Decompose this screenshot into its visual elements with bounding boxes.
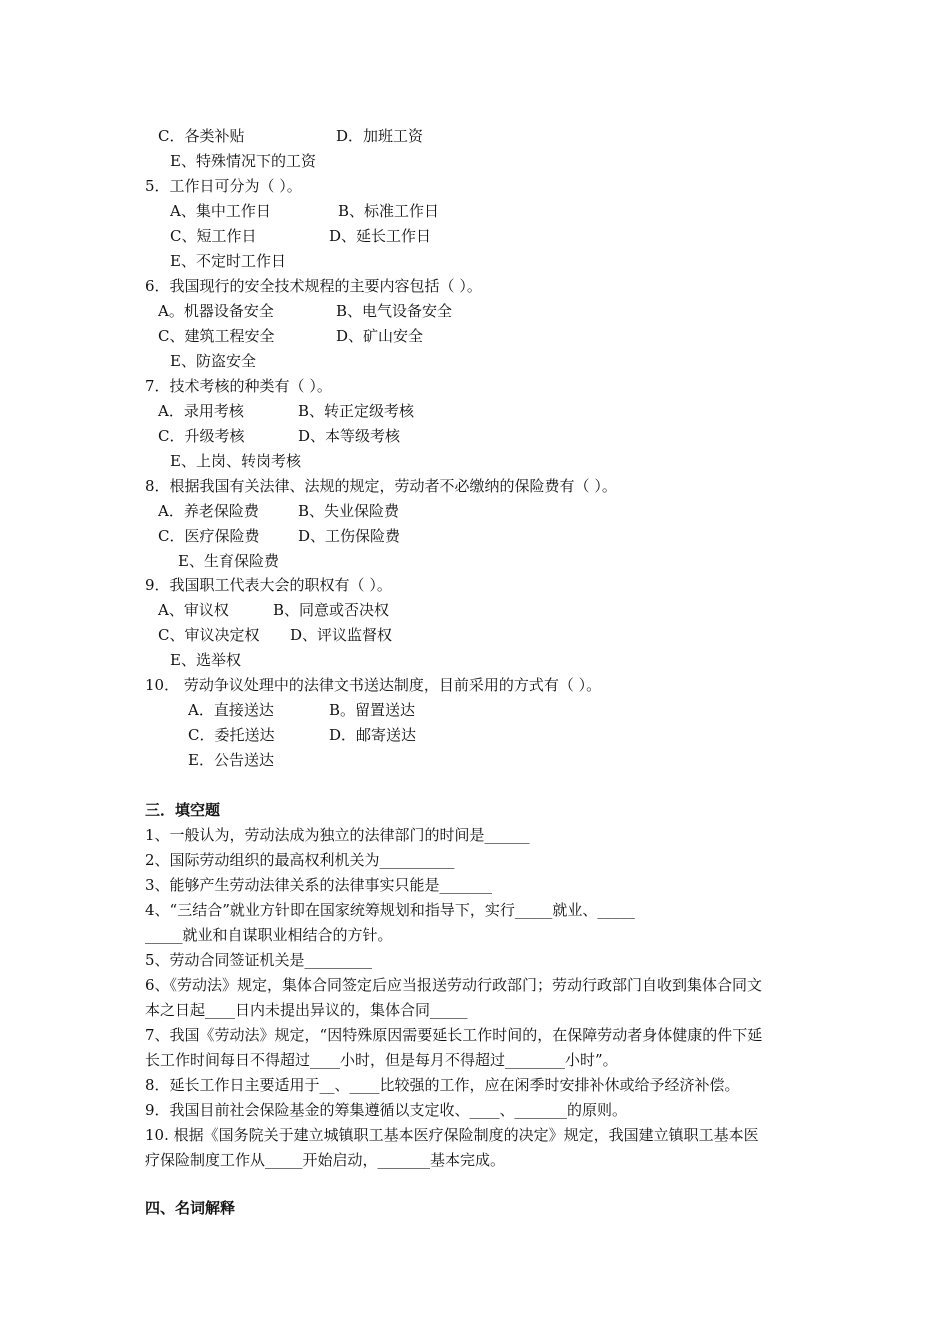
q8-stem: 8．根据我国有关法律、法规的规定，劳动者不必缴纳的保险费有（ ）。	[145, 477, 617, 495]
q7-stem: 7．技术考核的种类有（ ）。	[145, 377, 332, 395]
fill-in-item-9: 9．我国目前社会保险基金的筹集遵循以支定收、____、_______的原则。	[145, 1101, 628, 1119]
fill-in-item-10-cont: 疗保险制度工作从_____开始启动，_______基本完成。	[145, 1151, 506, 1169]
fill-in-item-5: 5、劳动合同签证机关是_________	[145, 951, 373, 969]
q10-option-a: A．直接送达	[188, 701, 274, 719]
fill-in-item-1: 1、一般认为，劳动法成为独立的法律部门的时间是______	[145, 826, 530, 844]
q7-option-e: E、上岗、转岗考核	[170, 452, 301, 470]
q6-option-e: E、防盗安全	[170, 352, 256, 370]
q10-option-c: C．委托送达	[188, 726, 275, 744]
fill-in-item-10: 10. 根据《国务院关于建立城镇职工基本医疗保险制度的决定》规定，我国建立镇职工基本医	[145, 1126, 759, 1144]
q8-option-d: D、工伤保险费	[298, 527, 401, 545]
q8-option-e: E、生育保险费	[178, 552, 279, 570]
q7-option-a: A．录用考核	[158, 402, 244, 420]
fill-in-item-4: 4、“三结合”就业方针即在国家统筹规划和指导下，实行_____就业、_____	[145, 901, 635, 919]
q10-stem: 10． 劳动争议处理中的法律文书送达制度，目前采用的方式有（ ）。	[145, 676, 602, 694]
q5-option-c: C、短工作日	[170, 227, 257, 245]
q8-option-b: B、失业保险费	[298, 502, 400, 520]
q9-option-d: D、评议监督权	[290, 626, 393, 644]
q5-option-d: D、延长工作日	[329, 227, 432, 245]
fill-in-item-7: 7、我国《劳动法》规定，“因特殊原因需要延长工作时间的，在保障劳动者身体健康的件下延	[145, 1026, 763, 1044]
q6-option-d: D、矿山安全	[336, 327, 424, 345]
q6-option-b: B、电气设备安全	[336, 302, 453, 320]
section-heading-terms: 四、名词解释	[145, 1199, 236, 1217]
q5-option-a: A、集中工作日	[170, 202, 271, 220]
q7-option-b: B、转正定级考核	[298, 402, 415, 420]
fill-in-item-6-cont: 本之日起____日内未提出异议的，集体合同_____	[145, 1001, 468, 1019]
q9-option-c: C、审议决定权	[158, 626, 260, 644]
section-heading-fill-in: 三．填空题	[145, 801, 221, 819]
q4-option-c: C．各类补贴	[158, 127, 245, 145]
q5-stem: 5．工作日可分为（ ）。	[145, 177, 302, 195]
q6-stem: 6．我国现行的安全技术规程的主要内容包括（ ）。	[145, 277, 482, 295]
fill-in-item-3: 3、能够产生劳动法律关系的法律事实只能是_______	[145, 876, 493, 894]
q5-option-e: E、不定时工作日	[170, 252, 286, 270]
q6-option-a: A。机器设备安全	[158, 302, 274, 320]
q4-option-d: D．加班工资	[336, 127, 424, 145]
q6-option-c: C、建筑工程安全	[158, 327, 275, 345]
q7-option-c: C．升级考核	[158, 427, 245, 445]
q5-option-b: B、标准工作日	[338, 202, 440, 220]
fill-in-item-6: 6、《劳动法》规定，集体合同签定后应当报送劳动行政部门；劳动行政部门自收到集体合同文	[145, 976, 763, 994]
q9-option-a: A、审议权	[158, 601, 229, 619]
q10-option-b: B。留置送达	[329, 701, 416, 719]
q4-option-e: E、特殊情况下的工资	[170, 152, 316, 170]
q9-option-b: B、同意或否决权	[273, 601, 390, 619]
fill-in-item-2: 2、国际劳动组织的最高权利机关为__________	[145, 851, 455, 869]
fill-in-item-7-cont: 长工作时间每日不得超过____小时，但是每月不得超过________小时”。	[145, 1051, 618, 1069]
q8-option-a: A．养老保险费	[158, 502, 259, 520]
q8-option-c: C．医疗保险费	[158, 527, 260, 545]
fill-in-item-4-cont: _____就业和自谋职业相结合的方针。	[145, 926, 393, 944]
q9-option-e: E、选举权	[170, 651, 241, 669]
q7-option-d: D、本等级考核	[298, 427, 401, 445]
q10-option-e: E．公告送达	[188, 751, 274, 769]
fill-in-item-8: 8．延长工作日主要适用于__、____比较强的工作，应在闲季时安排补休或给予经济补偿。	[145, 1076, 740, 1094]
q10-option-d: D．邮寄送达	[329, 726, 417, 744]
q9-stem: 9．我国职工代表大会的职权有（ ）。	[145, 576, 392, 594]
